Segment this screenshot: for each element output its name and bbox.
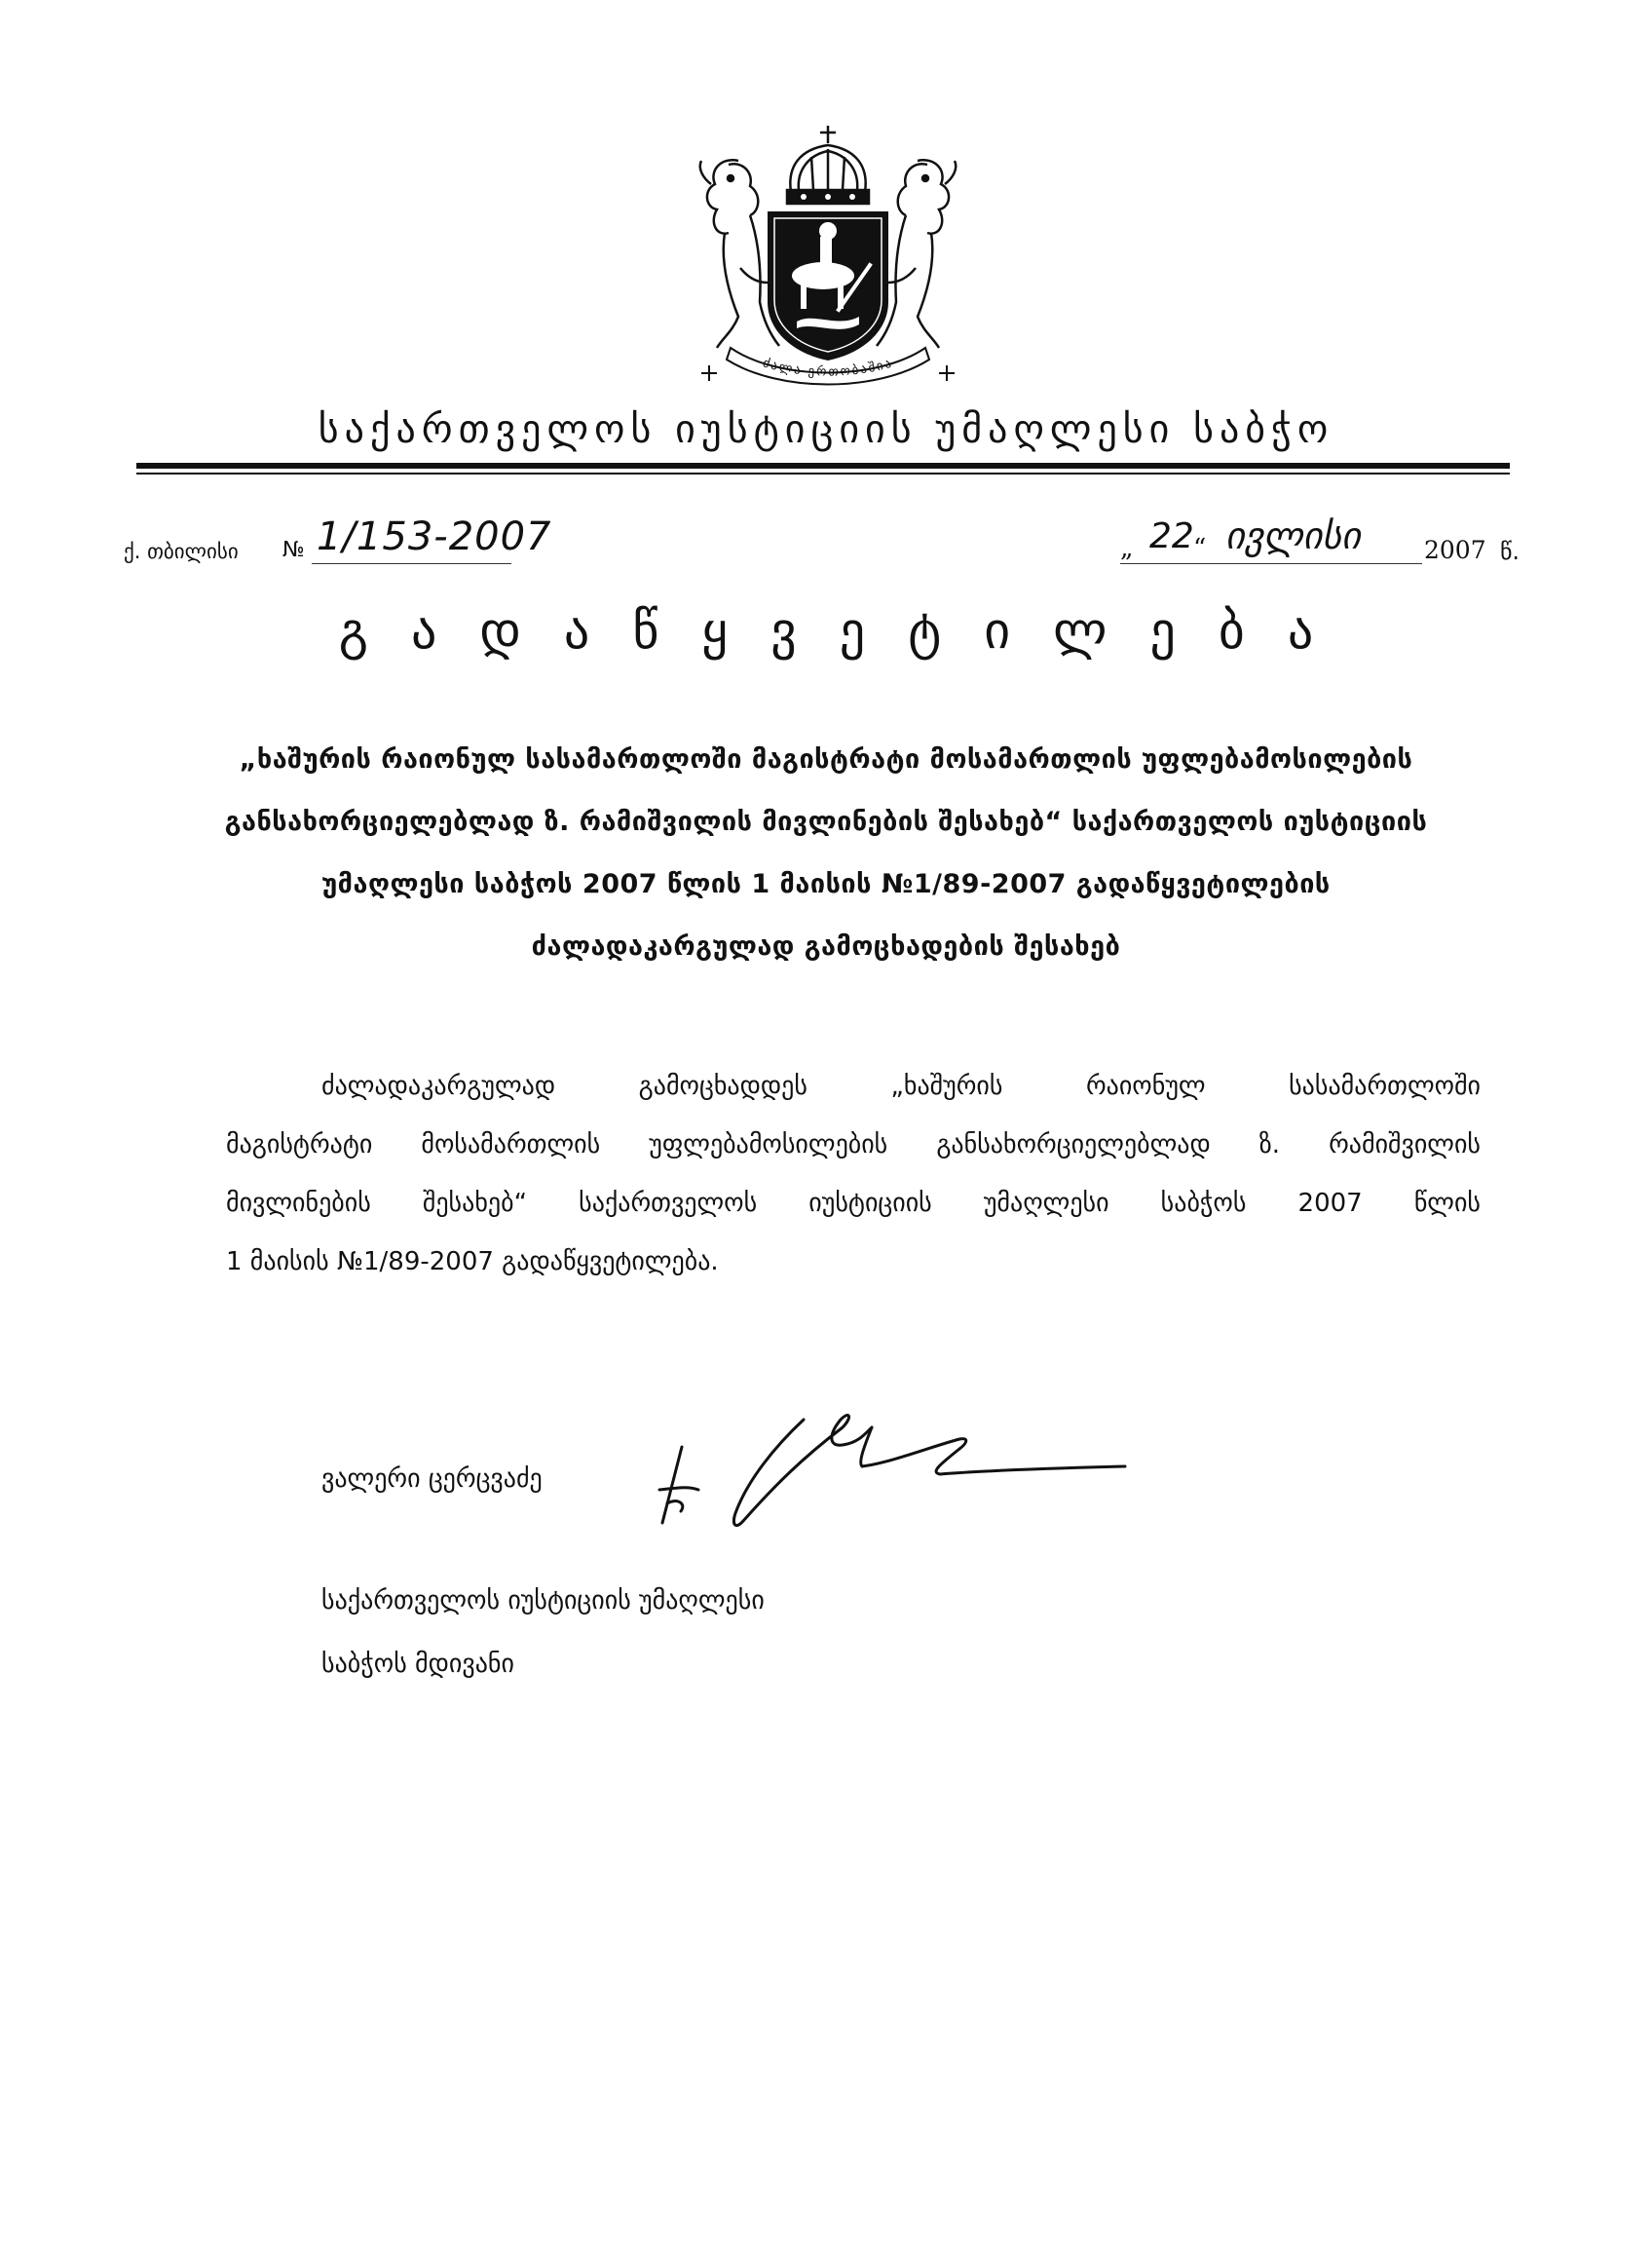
signer-name: ვალერი ცერცვაძე bbox=[321, 1464, 543, 1494]
date-day: 22 bbox=[1149, 516, 1194, 556]
document-title: გადაწყვეტილება bbox=[338, 602, 1357, 661]
body-line: მაგისტრატი მოსამართლის უფლებამოსილების განსახორციელებლად ზ. რამიშვილის bbox=[226, 1130, 1481, 1159]
subject-line: ძალადაკარგულად გამოცხადების შესახებ bbox=[531, 931, 1121, 962]
body-line: 1 მაისის №1/89-2007 გადაწყვეტილება. bbox=[226, 1247, 719, 1276]
handwritten-signature bbox=[638, 1388, 1145, 1549]
lion-left-icon bbox=[700, 160, 779, 348]
lion-right-icon bbox=[877, 160, 956, 348]
crown-icon bbox=[787, 126, 869, 204]
date-suffix: წ. bbox=[1500, 538, 1521, 565]
number-sign: № bbox=[282, 538, 305, 562]
signer-title: საბჭოს მდივანი bbox=[321, 1650, 514, 1679]
date-underline bbox=[1120, 563, 1422, 564]
date-year: 2007 bbox=[1424, 536, 1486, 564]
date-month: ივლისი bbox=[1225, 514, 1361, 557]
coat-of-arms-icon bbox=[682, 122, 974, 390]
header-divider bbox=[136, 463, 1510, 469]
date-quote-open: „ bbox=[1120, 534, 1134, 563]
body-line: მივლინების შესახებ“ საქართველოს იუსტიციის უმაღლესი საბჭოს 2007 წლის bbox=[226, 1189, 1481, 1218]
subject-line: „ხაშურის რაიონულ სასამართლოში მაგისტრატი მოსამართლის უფლებამოსილების bbox=[239, 744, 1413, 775]
motto-text: ძალა ერთობაშია bbox=[761, 356, 895, 380]
signer-title: საქართველოს იუსტიციის უმაღლესი bbox=[321, 1586, 765, 1615]
header-divider-thin bbox=[136, 473, 1510, 475]
document-number: 1/153-2007 bbox=[317, 514, 552, 559]
body-line: ძალადაკარგულად გამოცხადდეს „ხაშურის რაიონულ სასამართლოში bbox=[321, 1072, 1481, 1101]
institution-name: საქართველოს იუსტიციის უმაღლესი საბჭო bbox=[318, 407, 1334, 452]
subject-line: უმაღლესი საბჭოს 2007 წლის 1 მაისის №1/89-2007 გადაწყვეტილების bbox=[321, 869, 1331, 899]
number-underline bbox=[312, 563, 511, 564]
subject-line: განსახორციელებლად ზ. რამიშვილის მივლინების შესახებ“ საქართველოს იუსტიციის bbox=[224, 807, 1428, 837]
city-label: ქ. თბილისი bbox=[124, 540, 239, 563]
date-quote-close: “ bbox=[1193, 534, 1207, 563]
